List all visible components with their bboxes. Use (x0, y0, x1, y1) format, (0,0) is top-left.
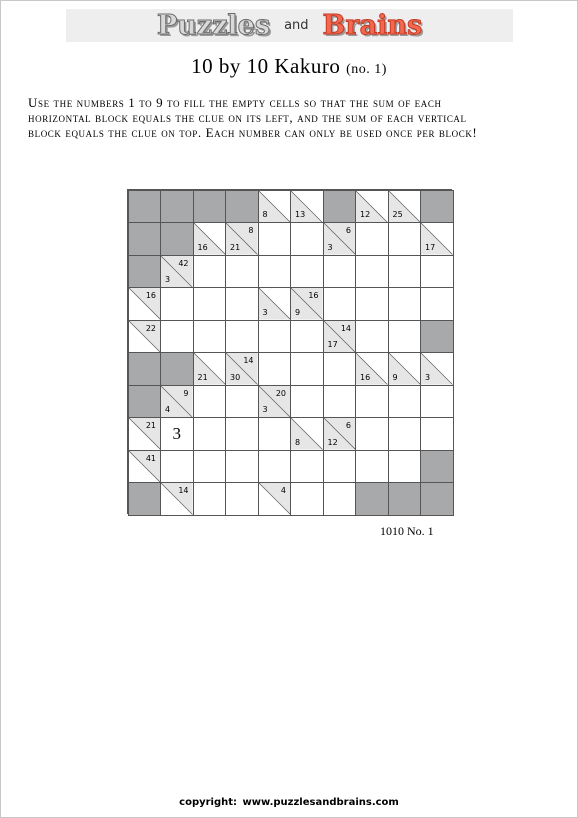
answer-cell[interactable] (355, 320, 389, 354)
clue-across-number: 41 (145, 453, 156, 463)
answer-cell[interactable] (193, 450, 227, 484)
page-title (0, 54, 578, 79)
clue-cell (258, 287, 292, 321)
site-logo[interactable] (66, 9, 513, 42)
block-cell (160, 190, 194, 224)
puzzle-id: 1010 No. 1 (380, 524, 434, 538)
answer-cell[interactable] (258, 417, 292, 451)
clue-down-number: 17 (327, 340, 338, 349)
block-cell (225, 190, 259, 224)
answer-cell[interactable] (160, 417, 194, 451)
answer-cell[interactable] (355, 222, 389, 256)
block-cell (160, 222, 194, 256)
clue-cell (128, 320, 162, 354)
answer-cell[interactable] (290, 385, 324, 419)
answer-cell[interactable] (323, 385, 357, 419)
answer-cell[interactable] (290, 320, 324, 354)
copyright-footer: copyright: www.puzzlesandbrains.com (179, 797, 399, 808)
clue-down-number: 30 (230, 372, 241, 382)
clue-cell (290, 190, 324, 224)
block-cell (323, 190, 357, 224)
answer-cell[interactable] (355, 450, 389, 484)
logo-word-and: and (284, 18, 309, 33)
answer-cell[interactable] (388, 287, 422, 321)
answer-cell[interactable] (160, 450, 194, 484)
clue-cell (225, 352, 259, 386)
clue-cell (388, 190, 422, 224)
answer-cell[interactable] (193, 417, 227, 451)
clue-cell (323, 417, 357, 451)
clue-cell (355, 190, 389, 224)
clue-cell (290, 417, 324, 451)
answer-cell[interactable] (225, 450, 259, 484)
clue-across-number: 14 (340, 323, 351, 333)
answer-cell[interactable] (323, 450, 357, 484)
clue-cell (128, 450, 162, 484)
clue-cell (160, 482, 194, 516)
block-cell (420, 190, 454, 224)
clue-across-number: 21 (145, 421, 156, 430)
clue-cell (225, 222, 259, 256)
block-cell (355, 482, 389, 516)
answer-cell[interactable] (290, 450, 324, 484)
clue-down-number: 3 (425, 372, 431, 382)
clue-across-number: 6 (345, 421, 351, 430)
clue-down-number: 3 (327, 242, 333, 252)
answer-cell[interactable] (420, 287, 454, 321)
answer-cell[interactable] (355, 385, 389, 419)
clue-across-number: 6 (345, 226, 351, 235)
instructions-line-2: horizontal block equals the clue on its left, and the sum of each vertical (28, 110, 467, 125)
block-cell (420, 450, 454, 484)
answer-cell[interactable] (323, 287, 357, 321)
clue-down-number: 13 (295, 210, 306, 219)
clue-down-number: 16 (360, 372, 371, 382)
answer-cell[interactable] (225, 320, 259, 354)
instructions-line-1: Use the numbers 1 to 9 to fill the empty cells so that the sum of each (28, 95, 442, 110)
block-cell (128, 190, 162, 224)
answer-cell[interactable] (225, 287, 259, 321)
clue-down-number: 25 (392, 210, 403, 219)
clue-across-number: 16 (145, 291, 156, 300)
block-cell (193, 190, 227, 224)
answer-cell[interactable] (323, 255, 357, 289)
block-cell (128, 482, 162, 516)
block-cell (128, 255, 162, 289)
clue-down-number: 8 (262, 210, 268, 219)
clue-down-number: 4 (165, 405, 171, 414)
clue-across-number: 14 (243, 356, 254, 365)
block-cell (160, 352, 194, 386)
clue-cell (388, 352, 422, 386)
block-cell (388, 482, 422, 516)
clue-cell (323, 222, 357, 256)
answer-cell[interactable] (388, 385, 422, 419)
clue-cell (355, 352, 389, 386)
block-cell (420, 320, 454, 354)
clue-down-number: 16 (197, 242, 208, 252)
answer-cell[interactable] (388, 450, 422, 484)
clue-cell (128, 417, 162, 451)
clue-cell (258, 190, 292, 224)
answer-cell[interactable] (388, 417, 422, 451)
answer-cell[interactable] (225, 482, 259, 516)
clue-down-number: 3 (262, 405, 268, 414)
answer-cell[interactable] (258, 222, 292, 256)
clue-across-number: 4 (280, 486, 286, 495)
answer-cell[interactable] (388, 320, 422, 354)
kakuro-grid (127, 189, 452, 514)
clue-across-number: 20 (275, 388, 286, 398)
answer-cell[interactable] (193, 287, 227, 321)
answer-cell[interactable] (355, 417, 389, 451)
clue-cell (128, 287, 162, 321)
clue-across-number: 9 (183, 388, 189, 398)
clue-across-number: 22 (145, 323, 156, 333)
clue-cell (160, 385, 194, 419)
answer-cell[interactable] (388, 222, 422, 256)
clue-across-number: 8 (248, 226, 254, 235)
logo-word-puzzles: Puzzles (156, 10, 271, 41)
answer-cell[interactable] (355, 287, 389, 321)
answer-cell[interactable] (225, 255, 259, 289)
clue-down-number: 3 (165, 275, 171, 284)
clue-down-number: 8 (295, 437, 301, 447)
clue-down-number: 9 (295, 307, 301, 317)
answer-cell[interactable] (388, 255, 422, 289)
clue-across-number: 16 (308, 291, 319, 300)
clue-down-number: 9 (392, 372, 398, 382)
clue-down-number: 12 (360, 210, 371, 219)
answer-cell[interactable] (193, 385, 227, 419)
logo-word-brains: Brains (322, 10, 423, 41)
answer-cell[interactable] (193, 482, 227, 516)
clue-cell (323, 320, 357, 354)
answer-cell[interactable] (420, 255, 454, 289)
title-main: 10 by 10 Kakuro (191, 54, 341, 78)
answer-cell[interactable] (290, 482, 324, 516)
block-cell (420, 482, 454, 516)
clue-cell (193, 352, 227, 386)
answer-cell[interactable] (160, 287, 194, 321)
clue-down-number: 12 (327, 437, 338, 447)
answer-cell[interactable] (258, 320, 292, 354)
clue-down-number: 21 (197, 372, 208, 382)
answer-cell[interactable] (290, 255, 324, 289)
answer-cell[interactable] (323, 352, 357, 386)
answer-cell[interactable] (420, 417, 454, 451)
answer-cell[interactable] (355, 255, 389, 289)
block-cell (128, 352, 162, 386)
instructions (28, 95, 568, 140)
clue-cell (290, 287, 324, 321)
answer-cell[interactable] (160, 320, 194, 354)
answer-cell[interactable] (290, 352, 324, 386)
clue-across-number: 14 (178, 486, 189, 495)
answer-cell[interactable] (225, 417, 259, 451)
answer-cell[interactable] (290, 222, 324, 256)
answer-cell[interactable] (258, 450, 292, 484)
block-cell (128, 222, 162, 256)
clue-across-number: 42 (178, 258, 189, 268)
answer-cell[interactable] (193, 320, 227, 354)
answer-cell[interactable] (225, 385, 259, 419)
clue-cell (420, 222, 454, 256)
answer-cell[interactable] (420, 385, 454, 419)
answer-cell[interactable] (323, 482, 357, 516)
clue-down-number: 3 (262, 307, 268, 317)
answer-cell[interactable] (258, 352, 292, 386)
clue-cell (193, 222, 227, 256)
given-digit: 3 (172, 423, 181, 443)
logo-banner (66, 9, 513, 42)
title-suffix: (no. 1) (346, 62, 387, 77)
instructions-line-3: block equals the clue on top. Each number can only be used once per block! (28, 125, 478, 140)
clue-cell (160, 255, 194, 289)
clue-cell (420, 352, 454, 386)
clue-cell (258, 482, 292, 516)
answer-cell[interactable] (193, 255, 227, 289)
answer-cell[interactable] (258, 255, 292, 289)
clue-down-number: 21 (230, 242, 241, 252)
block-cell (128, 385, 162, 419)
clue-cell (258, 385, 292, 419)
clue-down-number: 17 (425, 242, 436, 252)
